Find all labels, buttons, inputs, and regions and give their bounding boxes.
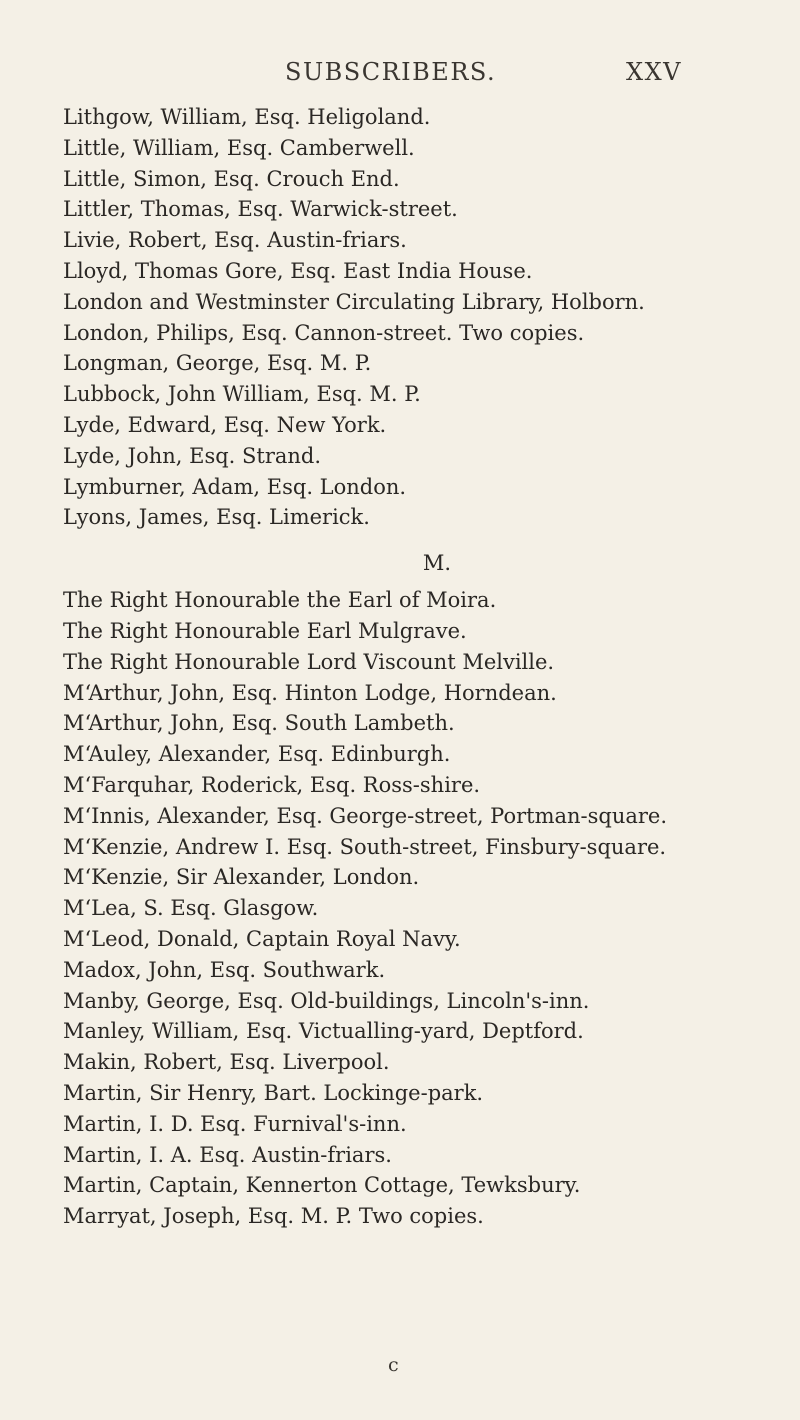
subscriber-entry: Littler, Thomas, Esq. Warwick-street. (63, 197, 458, 222)
subscriber-entry: The Right Honourable Earl Mulgrave. (63, 618, 467, 643)
section-heading: M. (422, 551, 452, 576)
subscriber-entry: London, Philips, Esq. Cannon-street. Two copies. (63, 320, 585, 345)
subscriber-entry: Lyde, Edward, Esq. New York. (63, 412, 387, 437)
subscriber-entry: Lloyd, Thomas Gore, Esq. East India House. (63, 258, 533, 283)
subscriber-entry: Lithgow, William, Esq. Heligoland. (63, 105, 431, 129)
subscriber-entry: M‘Arthur, John, Esq. Hinton Lodge, Horndean. (63, 680, 557, 705)
subscriber-entry: Little, Simon, Esq. Crouch End. (63, 166, 400, 191)
subscriber-entry: M‘Arthur, John, Esq. South Lambeth. (63, 711, 455, 736)
signature-mark: c (388, 1354, 399, 1376)
page-number: XXV (626, 58, 683, 86)
subscriber-entry: Madox, John, Esq. Southwark. (63, 957, 386, 982)
running-title: SUBSCRIBERS. (285, 58, 497, 86)
subscriber-list (63, 102, 783, 1232)
subscriber-entry: Livie, Robert, Esq. Austin-friars. (63, 228, 407, 253)
subscriber-entry: M‘Innis, Alexander, Esq. George-street, Portman-square. (63, 803, 668, 828)
subscriber-entry: Marryat, Joseph, Esq. M. P. Two copies. (63, 1204, 484, 1229)
subscriber-entry: Manley, William, Esq. Victualling-yard, Deptford. (63, 1019, 584, 1044)
subscriber-entry: Martin, I. A. Esq. Austin-friars. (63, 1142, 392, 1167)
subscriber-entry: M‘Kenzie, Andrew I. Esq. South-street, Finsbury-square. (63, 834, 667, 859)
subscriber-entry: Longman, George, Esq. M. P. (63, 351, 372, 376)
running-head (0, 58, 800, 88)
subscriber-entry: Manby, George, Esq. Old-buildings, Lincoln's-inn. (63, 988, 590, 1013)
subscriber-entry: Makin, Robert, Esq. Liverpool. (63, 1050, 390, 1075)
subscriber-entry: M‘Kenzie, Sir Alexander, London. (63, 865, 420, 890)
subscriber-entry: Little, William, Esq. Camberwell. (63, 135, 415, 160)
subscriber-entry: Martin, I. D. Esq. Furnival's-inn. (63, 1111, 407, 1136)
subscriber-entry: M‘Lea, S. Esq. Glasgow. (63, 896, 319, 921)
subscriber-entry: The Right Honourable Lord Viscount Melville. (63, 649, 555, 674)
subscriber-entry: Lyons, James, Esq. Limerick. (63, 505, 370, 530)
subscriber-entry: Lyde, John, Esq. Strand. (63, 443, 322, 468)
subscriber-entry: Martin, Sir Henry, Bart. Lockinge-park. (63, 1080, 484, 1105)
subscriber-entry: Martin, Captain, Kennerton Cottage, Tewksbury. (63, 1173, 581, 1198)
subscriber-entry: M‘Farquhar, Roderick, Esq. Ross-shire. (63, 772, 481, 797)
subscriber-entry: London and Westminster Circulating Library, Holborn. (63, 289, 645, 314)
subscriber-entry: Lymburner, Adam, Esq. London. (63, 474, 407, 499)
subscriber-entry: M‘Leod, Donald, Captain Royal Navy. (63, 926, 461, 951)
subscriber-entry: M‘Auley, Alexander, Esq. Edinburgh. (63, 742, 451, 767)
subscriber-entry: Lubbock, John William, Esq. M. P. (63, 382, 421, 407)
subscriber-entry: The Right Honourable the Earl of Moira. (63, 588, 497, 613)
